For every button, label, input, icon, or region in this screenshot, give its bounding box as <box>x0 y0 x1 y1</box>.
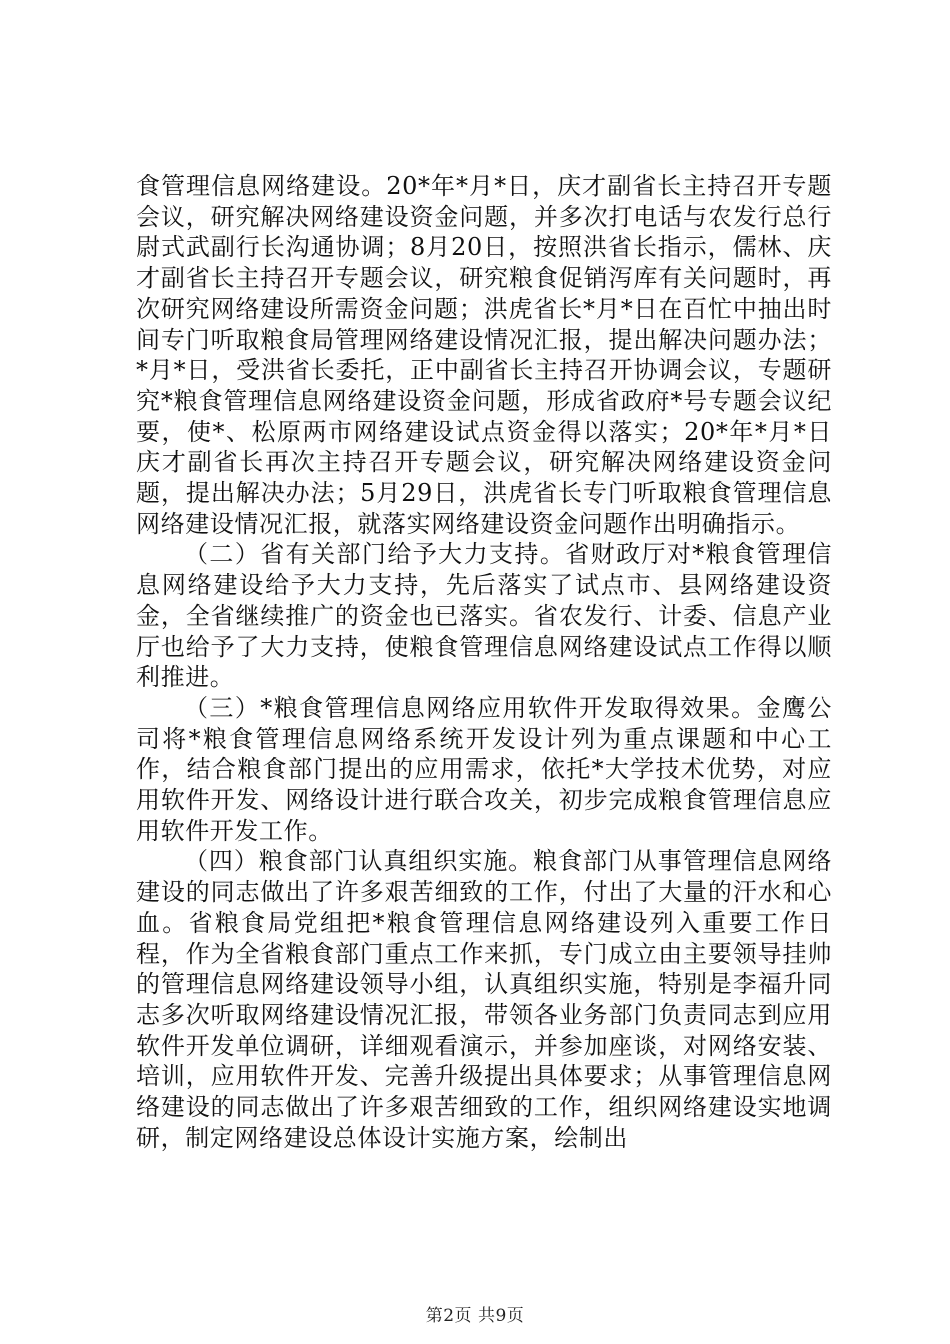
paragraph-section-3: （三）*粮食管理信息网络应用软件开发取得效果。金鹰公司将*粮食管理信息网络系统开发设计列为重点课题和中心工作，结合粮食部门提出的应用需求，依托*大学技术优势，对应用软件开发、网络设计进行联合攻关，初步完成粮食管理信息应用软件开发工作。 <box>136 693 832 845</box>
body-text <box>136 171 832 1154</box>
paragraph-section-2: （二）省有关部门给予大力支持。省财政厅对*粮食管理信息网络建设给予大力支持，先后落实了试点市、县网络建设资金，全省继续推广的资金也已落实。省农发行、计委、信息产业厅也给予了大力支持，使粮食管理信息网络建设试点工作得以顺利推进。 <box>136 540 832 692</box>
page-number-footer: 第2页 共9页 <box>425 1306 525 1326</box>
paragraph-section-4: （四）粮食部门认真组织实施。粮食部门从事管理信息网络建设的同志做出了许多艰苦细致的工作，付出了大量的汗水和心血。省粮食局党组把*粮食管理信息网络建设列入重要工作日程，作为全省粮食部门重点工作来抓，专门成立由主要领导挂帅的管理信息网络建设领导小组，认真组织实施，特别是李福升同志多次听取网络建设情况汇报，带领各业务部门负责同志到应用软件开发单位调研，详细观看演示，并参加座谈，对网络安装、培训，应用软件开发、完善升级提出具体要求；从事管理信息网络建设的同志做出了许多艰苦细致的工作，组织网络建设实地调研，制定网络建设总体设计实施方案，绘制出 <box>136 847 832 1152</box>
paragraph-continuation: 食管理信息网络建设。20*年*月*日，庆才副省长主持召开专题会议，研究解决网络建设资金问题，并多次打电话与农发行总行尉式武副行长沟通协调；8月20日，按照洪省长指示，儒林、庆才副省长主持召开专题会议，研究粮食促销泻库有关问题时，再次研究网络建设所需资金问题；洪虎省长*月*日在百忙中抽出时间专门听取粮食局管理网络建设情况汇报，提出解决问题办法；*月*日，受洪省长委托，正中副省长主持召开协调会议，专题研究*粮食管理信息网络建设资金问题，形成省政府*号专题会议纪要，使*、松原两市网络建设试点资金得以落实；20*年*月*日庆才副省长再次主持召开专题会议，研究解决网络建设资金问题，提出解决办法；5月29日，洪虎省长专门听取粮食管理信息网络建设情况汇报，就落实网络建设资金问题作出明确指示。 <box>136 172 832 538</box>
